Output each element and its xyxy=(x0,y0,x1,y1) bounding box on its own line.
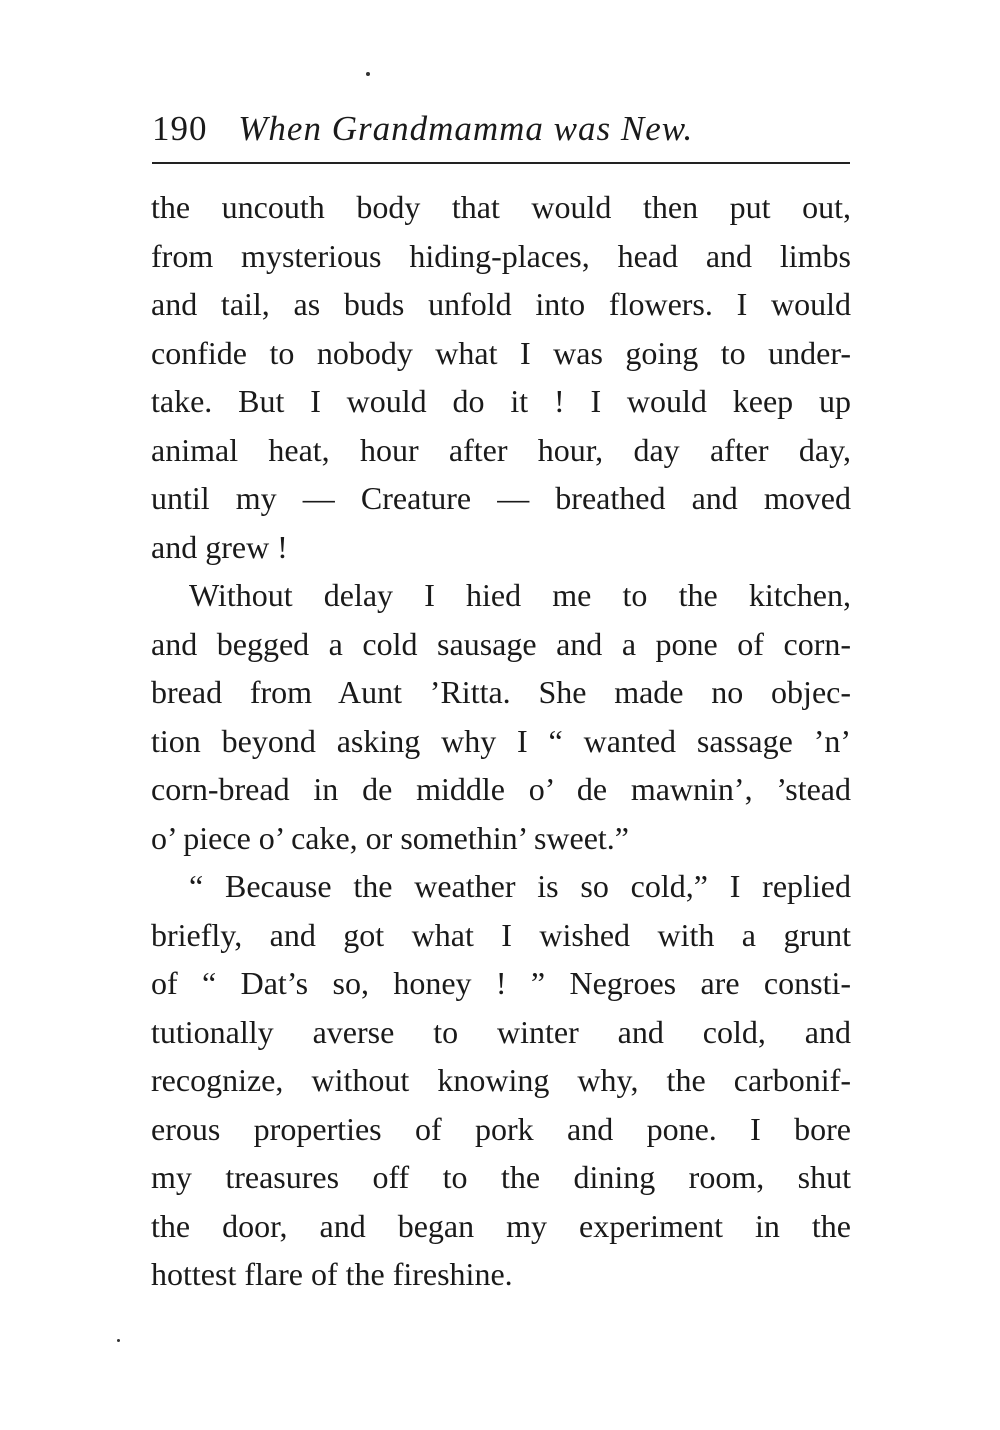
text-line: tutionally averse to winter and cold, and xyxy=(151,1013,851,1050)
paragraph xyxy=(151,183,851,571)
text-line: bread from Aunt ’Ritta. She made no objec- xyxy=(151,674,851,710)
text-line: confide to nobody what I was going to under- xyxy=(151,334,851,371)
text-line: tion beyond asking why I “ wanted sassage ’n’ xyxy=(151,722,851,759)
text-line: until my — Creature — breathed and moved xyxy=(151,480,851,516)
text-line: take. But I would do it ! I would keep up xyxy=(151,383,851,419)
text-line: and begged a cold sausage and a pone of corn- xyxy=(151,625,851,662)
header-rule xyxy=(152,162,850,164)
text-line: and grew ! xyxy=(151,528,288,565)
text-line: hottest flare of the fireshine. xyxy=(151,1256,513,1292)
text-line: Without delay I hied me to the kitchen, xyxy=(189,577,851,613)
paragraph xyxy=(151,571,851,862)
ink-speck xyxy=(366,72,370,76)
text-line: the door, and began my experiment in the xyxy=(151,1207,851,1244)
text-line: “ Because the weather is so cold,” I replied xyxy=(189,868,851,904)
text-line: recognize, without knowing why, the carbonif- xyxy=(151,1062,851,1098)
text-line: briefly, and got what I wished with a grunt xyxy=(151,916,851,953)
text-line: the uncouth body that would then put out, xyxy=(151,189,851,225)
ink-speck xyxy=(117,1339,120,1342)
text-line: of “ Dat’s so, honey ! ” Negroes are consti- xyxy=(151,965,851,1001)
page-number: 190 xyxy=(152,109,208,148)
text-line: corn-bread in de middle o’ de mawnin’, ’stead xyxy=(151,771,851,807)
text-line: animal heat, hour after hour, day after day, xyxy=(151,431,851,468)
page-header xyxy=(152,104,852,160)
text-line: my treasures off to the dining room, shut xyxy=(151,1159,851,1195)
text-line: erous properties of pork and pone. I bore xyxy=(151,1110,851,1147)
body-text xyxy=(151,183,851,1299)
text-line: o’ piece o’ cake, or somethin’ sweet.” xyxy=(151,819,629,856)
paragraph xyxy=(151,862,851,1299)
running-title: When Grandmamma was New. xyxy=(238,109,694,148)
text-line: and tail, as buds unfold into flowers. I would xyxy=(151,286,851,322)
text-line: from mysterious hiding-places, head and limbs xyxy=(151,237,851,274)
